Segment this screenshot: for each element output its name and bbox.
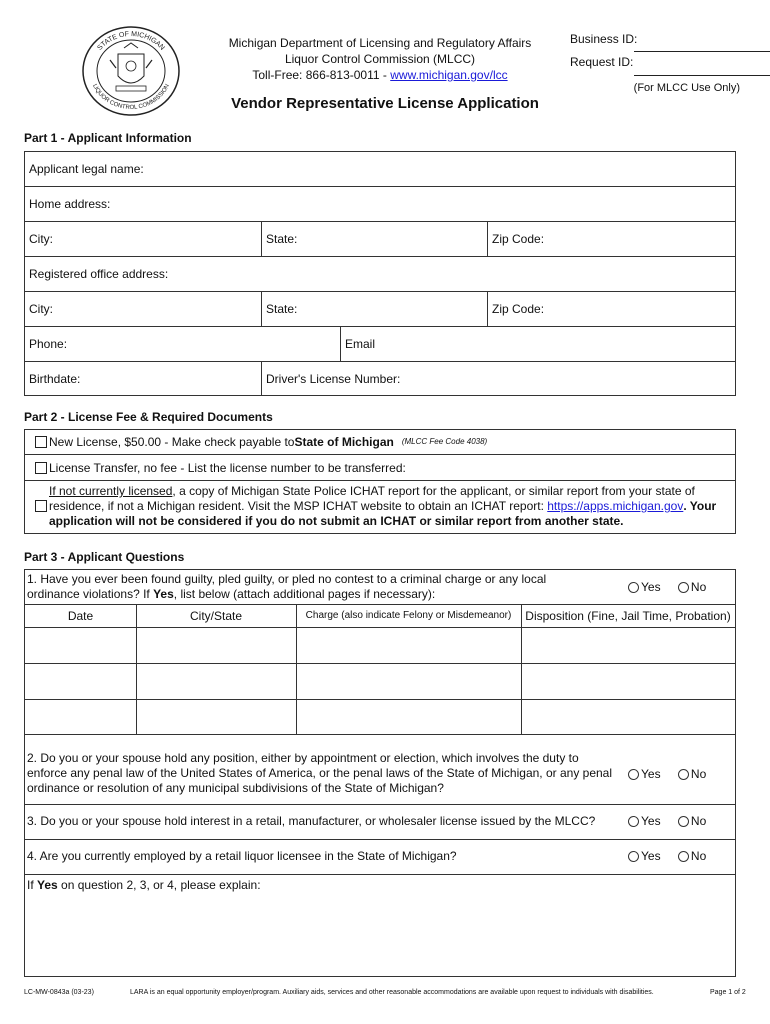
mlcc-use-only-note: (For MLCC Use Only) [633, 82, 740, 94]
business-id-label: Business ID: [570, 32, 638, 46]
question-3-options [628, 814, 706, 828]
applicant-questions-table [24, 569, 736, 977]
explanation-label [27, 878, 261, 893]
question-2-options [628, 767, 706, 781]
office-city-field[interactable] [25, 291, 261, 326]
q4-no-label: No [690, 849, 707, 863]
page-number: Page 1 of 2 [710, 989, 746, 996]
convictions-row-1[interactable] [25, 627, 735, 663]
home-city-field[interactable] [25, 221, 261, 256]
explanation-field[interactable] [25, 874, 735, 976]
question-1 [27, 572, 546, 602]
home-address-label: Home address: [29, 197, 111, 211]
payable-to-text: State of Michigan [294, 434, 394, 449]
col-charge-header: Charge (also indicate Felony or Misdemeanor) [305, 610, 512, 621]
col-city-state-header: City/State [189, 608, 243, 623]
explain-suffix: on question 2, 3, or 4, please explain: [57, 878, 261, 892]
q2-no-label: No [690, 767, 707, 781]
question-2-line1: 2. Do you or your spouse hold any position, either by appointment or election, which involves the duty to [27, 751, 579, 765]
phone-field[interactable] [25, 326, 340, 361]
fee-code-text: (MLCC Fee Code 4038) [401, 437, 488, 446]
q3-yes-label: Yes [641, 814, 661, 828]
part3-heading: Part 3 - Applicant Questions [24, 550, 185, 564]
city-label: City: [29, 232, 53, 246]
website-link[interactable]: www.michigan.gov/lcc [390, 68, 508, 82]
convictions-row-3[interactable] [25, 699, 735, 735]
license-transfer-text: License Transfer, no fee - List the license number to be transferred: [49, 460, 406, 475]
new-license-row [35, 429, 735, 454]
zip-label: Zip Code: [492, 232, 545, 246]
home-zip-field[interactable] [487, 221, 735, 256]
city-label: City: [29, 302, 53, 316]
question-1-yes-emphasis: Yes [153, 587, 174, 601]
q4-yes-label: Yes [641, 849, 661, 863]
business-id-field[interactable] [634, 51, 770, 52]
request-id-label: Request ID: [570, 55, 634, 69]
q2-yes-radio[interactable] [628, 769, 639, 780]
form-title: Vendor Representative License Application [231, 95, 539, 112]
question-1-line2-end: , list below (attach additional pages if necessary): [173, 587, 436, 601]
question-3: 3. Do you or your spouse hold interest in a retail, manufacturer, or wholesaler license issued by the MLCC? [27, 814, 596, 828]
license-transfer-checkbox[interactable] [35, 462, 47, 474]
q1-no-label: No [690, 580, 707, 594]
question-2-line2: enforce any penal law of the United States of America, or the penal laws of the State of Michigan, or any penal [27, 766, 613, 780]
drivers-license-label: Driver's License Number: [266, 372, 401, 386]
form-number: LC-MW-0843a (03-23) [24, 989, 94, 996]
birthdate-field[interactable] [25, 361, 261, 396]
q1-no-radio[interactable] [678, 582, 689, 593]
q1-yes-radio[interactable] [628, 582, 639, 593]
ichat-condition-text: If not currently licensed [49, 484, 173, 498]
request-id-field[interactable] [634, 75, 770, 76]
new-license-text: New License, $50.00 - Make check payable to [49, 434, 295, 449]
phone-label: Phone: [29, 337, 68, 351]
question-2 [27, 751, 617, 796]
state-label: State: [266, 232, 298, 246]
home-state-field[interactable] [261, 221, 487, 256]
ichat-row [25, 480, 735, 534]
part1-heading: Part 1 - Applicant Information [24, 131, 192, 145]
birthdate-label: Birthdate: [29, 372, 81, 386]
explain-yes-emphasis: Yes [37, 878, 58, 892]
q1-yes-label: Yes [641, 580, 661, 594]
question-4-options [628, 849, 706, 863]
question-1-options [628, 580, 706, 594]
drivers-license-field[interactable] [261, 361, 735, 396]
question-1-line1: 1. Have you ever been found guilty, pled guilty, or pled no contest to a criminal charge or any local [27, 572, 547, 586]
ichat-website-link[interactable]: https://apps.michigan.gov [547, 499, 684, 513]
zip-label: Zip Code: [492, 302, 545, 316]
q2-no-radio[interactable] [678, 769, 689, 780]
state-label: State: [266, 302, 298, 316]
email-field[interactable] [340, 326, 735, 361]
registered-office-label: Registered office address: [29, 267, 169, 281]
q3-yes-radio[interactable] [628, 816, 639, 827]
question-2-row [25, 734, 735, 804]
svg-text:STATE OF MICHIGAN: STATE OF MICHIGAN [96, 30, 166, 52]
q3-no-radio[interactable] [678, 816, 689, 827]
legal-name-label: Applicant legal name: [29, 161, 144, 176]
svg-text:LIQUOR CONTROL COMMISSION: LIQUOR CONTROL COMMISSION [91, 83, 171, 112]
ichat-your-text: . Your [683, 499, 717, 513]
email-label: Email [345, 337, 376, 351]
registered-office-field[interactable] [25, 256, 735, 291]
license-fee-table [24, 429, 736, 534]
question-1-line2: ordinance violations? If [27, 587, 154, 601]
accessibility-notice: LARA is an equal opportunity employer/program. Auxiliary aids, services and other reasonable accommodations are available upon request to individuals with disabilities. [130, 989, 654, 996]
convictions-grid [25, 604, 735, 734]
ichat-text-line2: residence, if not a Michigan resident. Visit the MSP ICHAT website to obtain an ICHAT report: [49, 499, 548, 513]
ichat-text-line1: , a copy of Michigan State Police ICHAT report for the applicant, or similar report from your state of [172, 484, 695, 498]
question-3-row [25, 804, 735, 839]
col-date-header: Date [67, 608, 94, 623]
question-4: 4. Are you currently employed by a retail liquor licensee in the State of Michigan? [27, 849, 457, 863]
question-2-line3: ordinance or resolution of any municipal subdivisions of the State of Michigan? [27, 781, 444, 795]
legal-name-field[interactable] [25, 151, 735, 186]
q4-yes-radio[interactable] [628, 851, 639, 862]
home-address-field[interactable] [25, 186, 735, 221]
question-4-row [25, 839, 735, 874]
new-license-checkbox[interactable] [35, 436, 47, 448]
convictions-row-2[interactable] [25, 663, 735, 699]
q4-no-radio[interactable] [678, 851, 689, 862]
explain-prefix: If [27, 878, 38, 892]
office-zip-field[interactable] [487, 291, 735, 326]
commission-name: Liquor Control Commission (MLCC) [284, 52, 476, 66]
michigan-seal-logo [80, 24, 182, 118]
applicant-info-table [24, 151, 736, 396]
q3-no-label: No [690, 814, 707, 828]
q2-yes-label: Yes [641, 767, 661, 781]
office-state-field[interactable] [261, 291, 487, 326]
contact-line [200, 67, 560, 83]
agency-name: Michigan Department of Licensing and Regulatory Affairs [228, 36, 532, 50]
ichat-warning-text: application will not be considered if you do not submit an ICHAT or similar report from another state. [49, 514, 624, 528]
tollfree-text: Toll-Free: 866-813-0011 - [252, 68, 391, 82]
col-disposition-header: Disposition (Fine, Jail Time, Probation) [525, 608, 731, 623]
license-transfer-row [25, 454, 735, 480]
part2-heading: Part 2 - License Fee & Required Documents [24, 410, 273, 424]
ichat-checkbox[interactable] [35, 500, 47, 512]
